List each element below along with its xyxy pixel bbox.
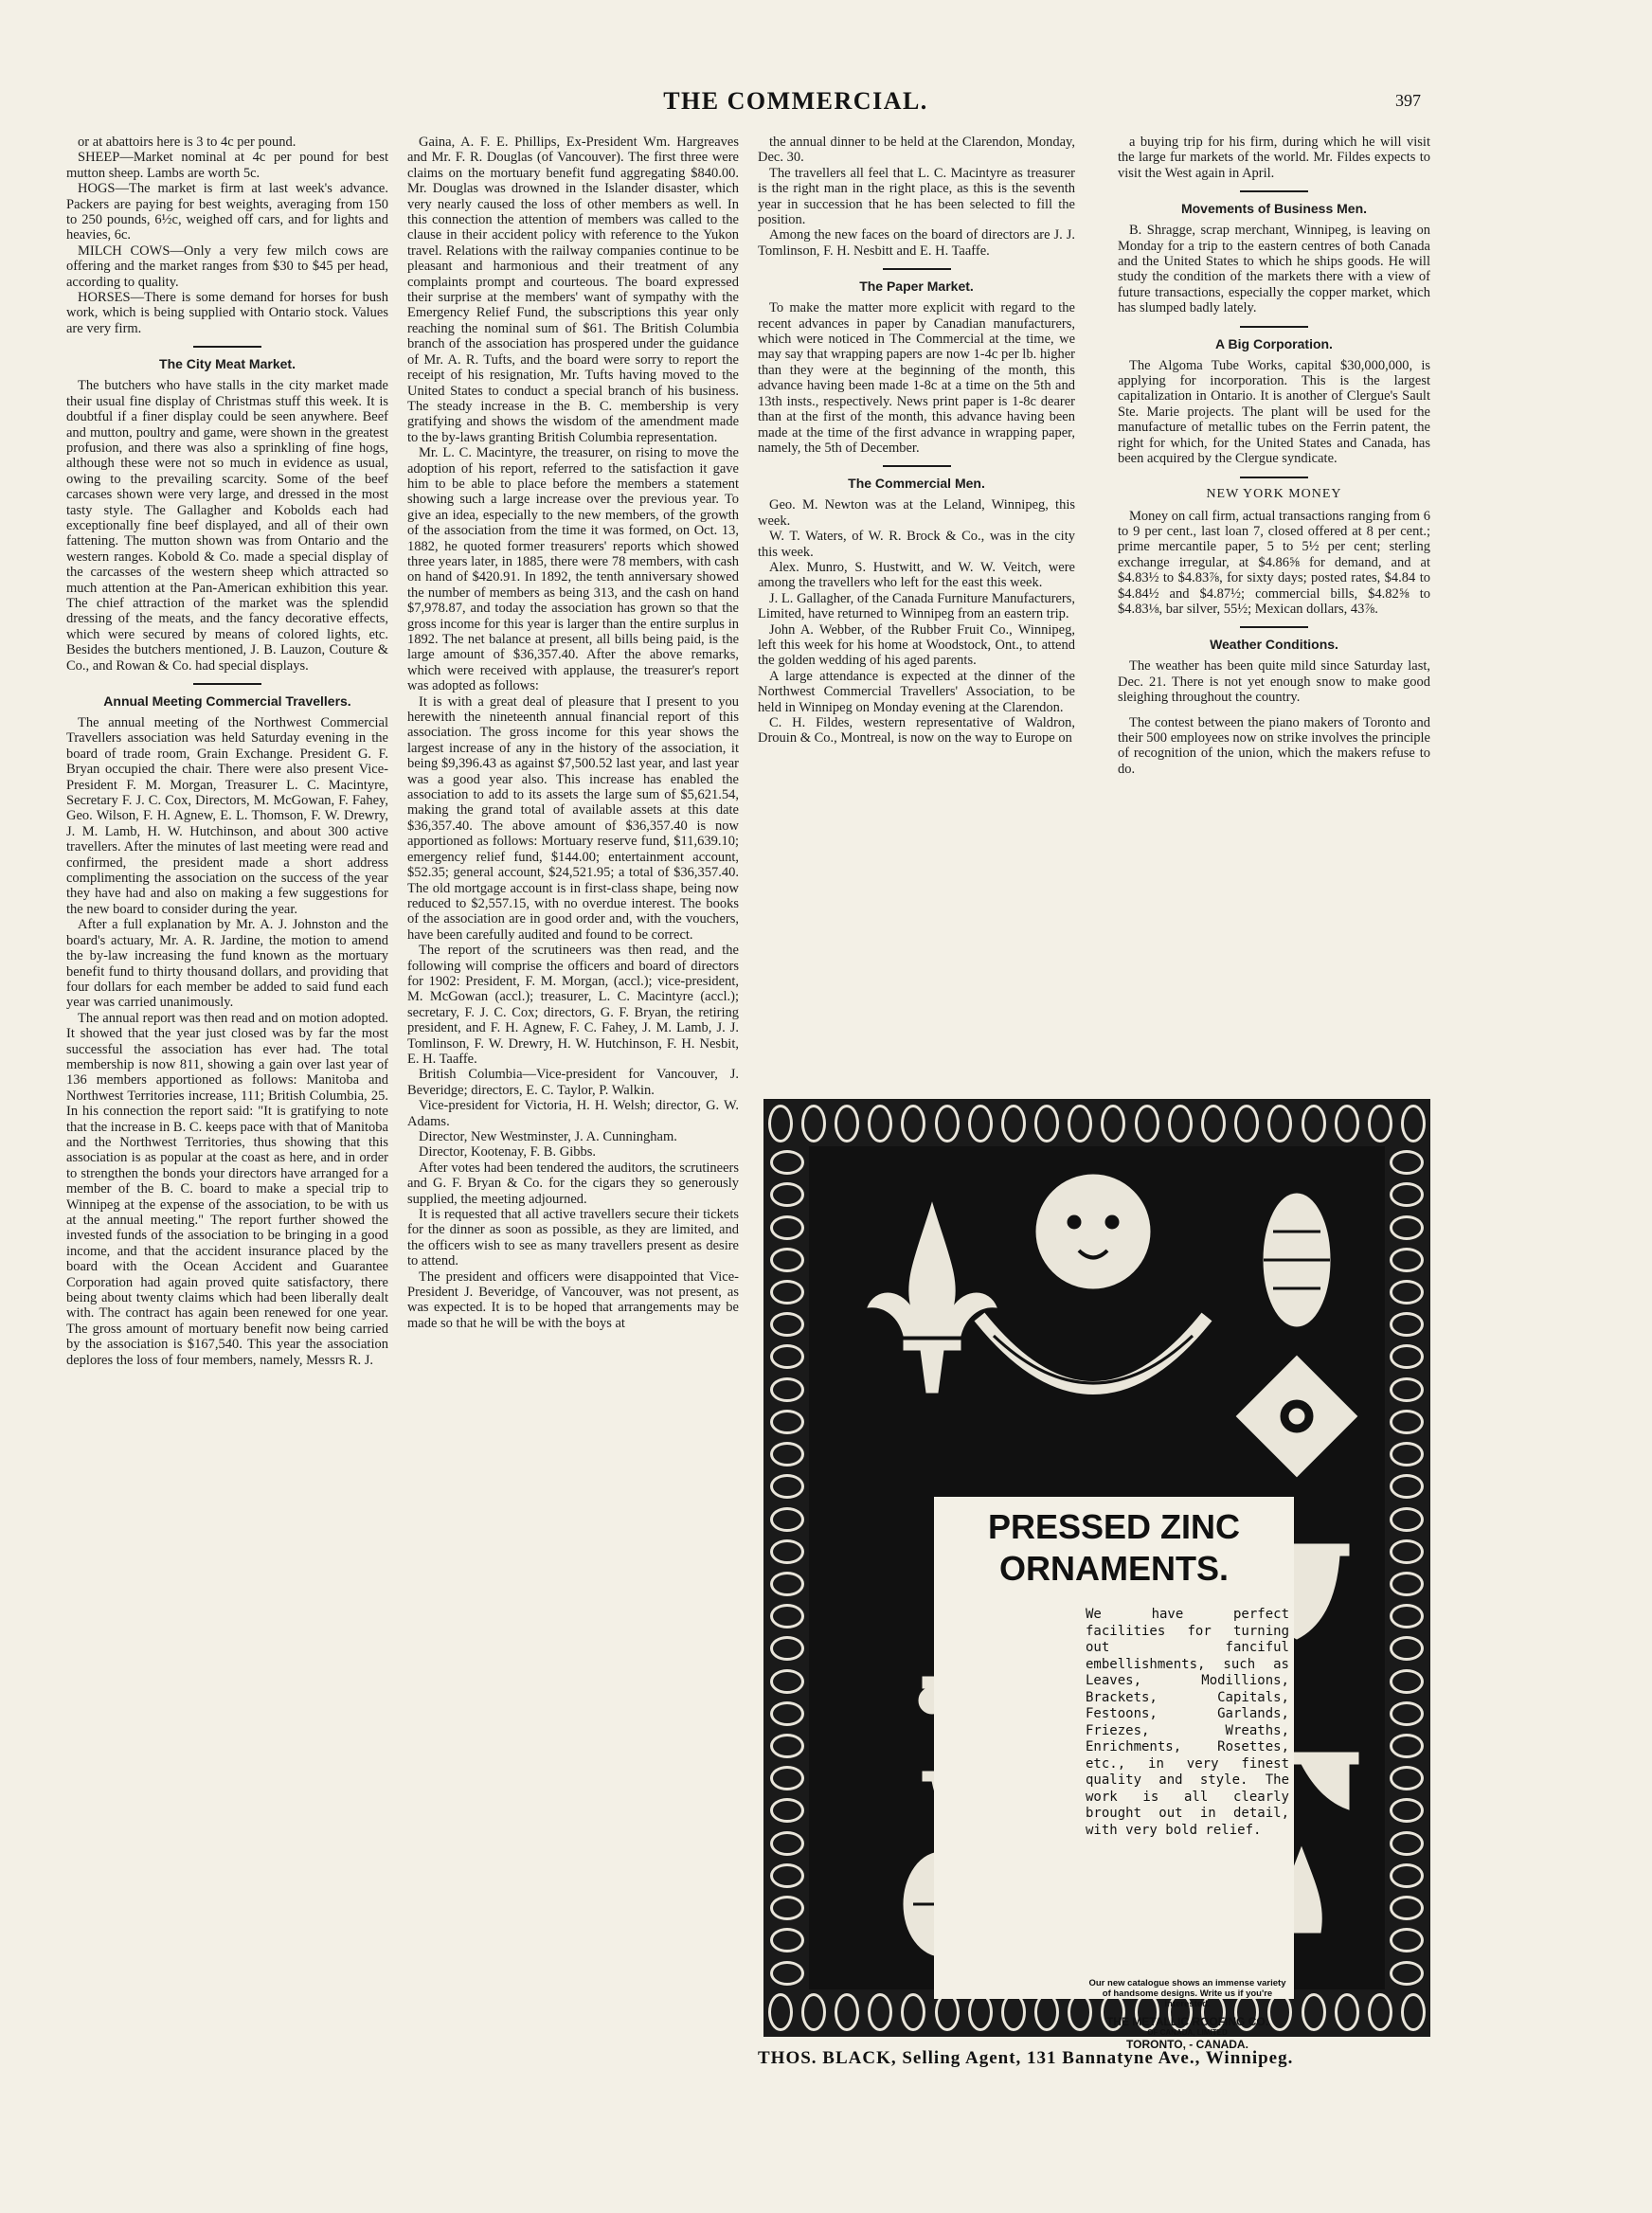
fleur-de-lis-icon	[868, 1203, 997, 1393]
paragraph: Geo. M. Newton was at the Leland, Winnipeg, this week.	[758, 497, 1075, 529]
acanthus-leaf-icon	[1264, 1194, 1330, 1326]
ad-footer: THOS. BLACK, Selling Agent, 131 Bannatyne Ave., Winnipeg.	[758, 2048, 1294, 2068]
paragraph: Mr. L. C. Macintyre, the treasurer, on rising to move the adoption of his report, referred to the satisfaction it gave him to be able to place before the members a statement showing such a large increase over the previous year. To give an idea, especially to the new members, of the growth of the association from the time it was formed, on Oct. 13, 1882, he quoted former treasurers' reports which showed three years later, in 1885, there were 78 members, with cash on hand of $420.91. In 1892, the tenth anniversary showed the number of members as being 313, and the cash on hand $7,978.87, and today the association has grown so that the gross income for this year is larger than the entire surplus in 1892. The net balance at present, all bills being paid, is the large amount of $36,357.40. After the above remarks, which were received with applause, the treasurer's report was adopted as follows:	[407, 445, 739, 694]
paragraph: The weather has been quite mild since Saturday last, Dec. 21. There is not yet enough snow to make good sleighing throughout the country.	[1118, 658, 1430, 706]
paragraph: The annual report was then read and on motion adopted. It showed that the year just closed was by far the most successful the association has ever had. The total membership is now 811, showing a gain over last year of 136 members apportioned as follows: Manitoba and Northwest Territories increase, 111; British Columbia, 25. In his connection the report said: "It is gratifying to note that the increase in B. C. keeps pace with that of Manitoba and the Northwest Territories, thus showing that this association is as popular at the coast as here, and in order to strengthen the bonds your directors have arranged for a member of the B. C. board to make a special trip to Winnipeg at the expense of the association, to be with us at the annual meeting." The report further showed the invested funds of the association to be bringing in a good income, and that the accident insurance placed by the board with the Ocean Accident and Guarantee Corporation had again proved quite satisfactory, there being about twenty claims which had been liberally dealt with. The contract has again been renewed for one year. The gross amount of mortuary benefit now being carried by the association is $167,540. This year the association deplores the loss of four members, namely, Messrs R. J.	[66, 1010, 388, 1368]
column-2	[407, 135, 739, 2162]
paragraph: Director, Kootenay, F. B. Gibbs.	[419, 1144, 596, 1160]
article-heading: Annual Meeting Commercial Travellers.	[103, 693, 351, 709]
paragraph: A large attendance is expected at the dinner of the Northwest Commercial Travellers' Association, to be held in Winnipeg on Monday evening at the Clarendon.	[758, 668, 1075, 715]
paragraph: Gaina, A. F. E. Phillips, Ex-President Wm. Hargreaves and Mr. F. R. Douglas (of Vancouver). The first three were claims on the mortuary benefit fund aggregating $840.00. Mr. Douglas was drowned in the Islander disaster, which very nearly caused the loss of other members as well. In this connection the attention of members was called to the clause in their accident policy with reference to the Yukon travel. Relations with the railway companies continue to be pleasant and harmonious and their treatment of any complaints prompt and courteous. The board expressed their surprise at the members' want of sympathy with the Emergency Relief Fund, the subscriptions this year only reaching the nominal sum of $61. The British Columbia branch of the association has prospered under the guidance of Mr. A. R. Tufts, and the board were sorry to report the receipt of his resignation, Mr. Tufts having moved to the United States to conduct a special branch of his business. The steady increase in the B. C. membership is very gratifying and shows the wisdom of the amendment made to the by-laws granting British Columbia representation.	[407, 135, 739, 445]
lion-head-icon	[1036, 1175, 1150, 1288]
paragraph: The president and officers were disappointed that Vice-President J. Beveridge, of Vancouver, was not present, as was expected. It is to be hoped that arrangements may be made so that he will be with the boys at	[407, 1268, 739, 1331]
paragraph: The contest between the piano makers of Toronto and their 500 employees now on strike involves the principle of recognition of the union, which the makers refuse to do.	[1118, 714, 1430, 777]
article-heading: Weather Conditions.	[1210, 637, 1338, 653]
article-heading: The City Meat Market.	[159, 356, 296, 372]
company-sub: OF CANADA, LIMITED	[1147, 2028, 1228, 2037]
section-divider	[883, 465, 951, 467]
paragraph: a buying trip for his firm, during which he will visit the large fur markets of the world. Mr. Fildes expects to visit the West again in April.	[1118, 135, 1430, 181]
paragraph: The butchers who have stalls in the city market made their usual fine display of Christmas stuff this week. It is doubtful if a finer display could be seen anywhere. Beef and mutton, poultry and game, were shown in the greatest profusion, and there was also a sprinkling of fine hogs, although these were not so much in evidence as usual, owing to the prevailing scarcity. Some of the beef carcases shown were very large, and dressed in the most tasty style. The Gallagher and Kobolds each had exceptionally fine beef displayed, and all of their own fattening. The mutton shown was from Ontario and the western ranges. Kobold & Co. made a special display of the carcasses of the western sheep which attracted so much attention at the Pan-American exhibition this year. The chief attraction of the market was the splendid dressing of the meats, and the fancy decorative effects, which were secured by means of colored lights, etc. Besides the butchers mentioned, J. B. Lauzon, Couture & Co., and Rowan & Co. had special displays.	[66, 378, 388, 674]
column-1	[66, 135, 388, 2162]
paragraph: J. L. Gallagher, of the Canada Furniture Manufacturers, Limited, have returned to Winnipeg from an eastern trip.	[758, 590, 1075, 622]
paragraph: British Columbia—Vice-president for Vancouver, J. Beveridge; directors, E. C. Taylor, P. Walkin.	[407, 1067, 739, 1098]
section-divider	[1240, 626, 1308, 628]
paragraph: C. H. Fildes, western representative of Waldron, Drouin & Co., Montreal, is now on the way to Europe on	[758, 715, 1075, 747]
column-3	[758, 135, 1075, 1072]
company-name: THE METALLIC ROOFING CO.	[1105, 2015, 1269, 2028]
paragraph: After a full explanation by Mr. A. J. Johnston and the board's actuary, Mr. A. R. Jardine, the motion to amend the by-law increasing the fund known as the mortuary benefit fund to thirty thousand dollars, and providing that four dollars for each member be added to said fund each year was carried unanimously.	[66, 917, 388, 1011]
ad-company	[1086, 2016, 1289, 2050]
paragraph: John A. Webber, of the Rubber Fruit Co., Winnipeg, left this week for his home at Woodstock, Ont., to attend the golden wedding of his aged parents.	[758, 621, 1075, 669]
ad-title	[934, 1506, 1294, 1590]
paragraph: MILCH COWS—Only a very few milch cows are offering and the market ranges from $30 to $45 per head, according to quality.	[66, 243, 388, 290]
paragraph: The Algoma Tube Works, capital $30,000,000, is applying for incorporation. This is the largest capitalization in Ontario. It is another of Clergue's Sault Ste. Marie projects. The plant will be used for the manufacture of metallic tubes on the Ferrin patent, the right for which, for the United States and Canada, has been acquired by the Clergue syndicate.	[1118, 357, 1430, 467]
masthead-title: THE COMMERCIAL.	[663, 87, 928, 115]
article-heading: The Paper Market.	[859, 279, 974, 295]
column-4	[1118, 135, 1430, 1006]
advertisement	[763, 1099, 1430, 2051]
section-divider	[1240, 190, 1308, 192]
paragraph: After votes had been tendered the auditors, the scrutineers and G. F. Bryan & Co. for the cigars they so generously supplied, the meeting adjourned.	[407, 1160, 739, 1207]
article-heading: Movements of Business Men.	[1180, 201, 1368, 217]
paragraph: or at abattoirs here is 3 to 4c per pound.	[78, 135, 296, 150]
rosette-icon	[1236, 1356, 1356, 1476]
ad-body-text: We have perfect facilities for turning out fanciful embellishments, such as Leaves, Modillions, Brackets, Capitals, Festoons, Garlands, Friezes, Wreaths, Enrichments, Rosettes, etc., in very finest quality and style. The work is all clearly brought out in detail, with very bold relief.	[1086, 1607, 1289, 1838]
paragraph: It is with a great deal of pleasure that I present to you herewith the nineteenth annual financial report of this association. The gross income for this year shows the largest increase of any in the history of the association, it being $9,396.43 as against $7,500.52 last year, and last year was a good year also. This increase has enabled the association to add to its assets the large sum of $5,621.54, making the grand total of available assets at this date $36,357.40. The above amount of $36,357.40 is now apportioned as follows: Mortuary reserve fund, $11,639.10; emergency relief fund, $144.00; entertainment account, $52.35; general account, $24,521.95; a total of $36,357.40. The old mortgage account is in first-class shape, being now reduced to $2,557.15, with no overdue interest. The books of the association are in good order and, with the vouchers, have been carefully audited and found to be correct.	[407, 693, 739, 943]
paragraph: SHEEP—Market nominal at 4c per pound for best mutton sheep. Lambs are worth 5c.	[66, 150, 388, 181]
article-heading: The Commercial Men.	[848, 476, 985, 492]
border-ornament-left	[771, 1146, 803, 1989]
paragraph: the annual dinner to be held at the Clarendon, Monday, Dec. 30.	[758, 135, 1075, 166]
section-divider	[193, 346, 261, 348]
paragraph: Money on call firm, actual transactions ranging from 6 to 9 per cent., last loan 7, closed offered at 8 per cent.; prime mercantile paper, 5 to 5½ per cent; sterling exchange irregular, at $4.86⅝ for demand, and at $4.83½ to $4.83⅞, for sixty days; posted rates, $4.84 to $4.84½ and $4.87½; commercial bills, $4.82⅝ to $4.83⅛, bar silver, 55½; Mexican dollars, 43⅞.	[1118, 508, 1430, 617]
section-divider	[1240, 477, 1308, 478]
border-ornament-top	[763, 1106, 1430, 1141]
paragraph: To make the matter more explicit with regard to the recent advances in paper by Canadian manufacturers, which were noticed in The Commercial at the time, we may say that wrapping papers are now 1-4c per lb. higher than they were at the beginning of the month, this advance having been made 1-8c at a time on the 5th and 13th insts., respectively. News print paper is 1-8c dearer than at the first of the month, this advance having been made at the time of the first advance in wrapping paper, namely, the 5th of December.	[758, 300, 1075, 456]
paragraph: It is requested that all active travellers secure their tickets for the dinner as soon as possible, as they are limited, and the officers wish to see as many travellers present as desire to attend.	[407, 1207, 739, 1269]
paragraph: Vice-president for Victoria, H. H. Welsh; director, G. W. Adams.	[407, 1098, 739, 1129]
paragraph: Among the new faces on the board of directors are J. J. Tomlinson, F. H. Nesbitt and E. H. Taaffe.	[758, 227, 1075, 259]
ad-catalogue-note: Our new catalogue shows an immense variety of handsome designs. Write us if you're interested.	[1088, 1978, 1286, 2009]
company-city: TORONTO, - CANADA.	[1126, 2038, 1248, 2051]
paragraph: Director, New Westminster, J. A. Cunningham.	[419, 1129, 677, 1144]
paragraph: HORSES—There is some demand for horses for bush work, which is being supplied with Ontario stock. Values are very firm.	[66, 290, 388, 336]
page-number: 397	[1395, 91, 1421, 110]
ad-title-line-1: PRESSED ZINC	[987, 1507, 1241, 1546]
paragraph: The annual meeting of the Northwest Commercial Travellers association was held Saturday evening in the board of trade room, Grain Exchange. President G. F. Bryan occupied the chair. There were also present Vice-President F. M. Morgan, Treasurer L. C. Macintyre, Secretary F. J. C. Cox, Directors, M. McGowan, F. Fahey, Geo. Wilson, F. H. Agnew, E. L. Thomson, F. W. Drewry, J. M. Lamb, H. W. Hutchinson, and about 300 active travellers. After the minutes of last meeting were read and confirmed, the president made a short address complimenting the association on the success of the year they have had and also on making a few suggestions for the new board to consider during the year.	[66, 715, 388, 917]
paragraph: B. Shragge, scrap merchant, Winnipeg, is leaving on Monday for a trip to the eastern centres of both Canada and the United States to which he ships goods. He will study the condition of the markets there with a view of future transactions, especially the copper market, which has slumped badly lately.	[1118, 223, 1430, 316]
article-heading: NEW YORK MONEY	[1206, 486, 1342, 501]
border-ornament-right	[1391, 1146, 1423, 1989]
ad-title-line-2: ORNAMENTS.	[999, 1549, 1229, 1588]
paragraph: The report of the scrutineers was then read, and the following will comprise the officers and board of directors for 1902: President, F. M. Morgan, (accl.); vice-president, M. McGowan (accl.); treasurer, L. C. Macintyre (accl.); secretary, F. J. C. Cox; directors, G. F. Bryan, the retiring president, and F. H. Agnew, F. C. Fahey, J. M. Lamb, J. J. Tomlinson, F. W. Drewry, H. W. Hutchinson, F. H. Nesbit, E. H. Taaffe.	[407, 943, 739, 1067]
paragraph: W. T. Waters, of W. R. Brock & Co., was in the city this week.	[758, 529, 1075, 560]
section-divider	[1240, 326, 1308, 328]
article-heading: A Big Corporation.	[1215, 335, 1333, 351]
paragraph: The travellers all feel that L. C. Macintyre as treasurer is the right man in the right place, as this is the seventh year in succession that he has been selected to fill the position.	[758, 165, 1075, 228]
section-divider	[193, 683, 261, 685]
paragraph: HOGS—The market is firm at last week's advance. Packers are paying for best weights, averaging from 150 to 250 pounds, 6½c, weighed off cars, and for lights and heavies, 6c.	[66, 181, 388, 243]
paragraph: Alex. Munro, S. Hustwitt, and W. W. Veitch, were among the travellers who left for the east this week.	[758, 559, 1075, 591]
ad-ornament-field	[809, 1146, 1385, 2051]
livestock-report	[66, 135, 388, 336]
ad-text-panel	[934, 1497, 1294, 2051]
section-divider	[883, 268, 951, 270]
